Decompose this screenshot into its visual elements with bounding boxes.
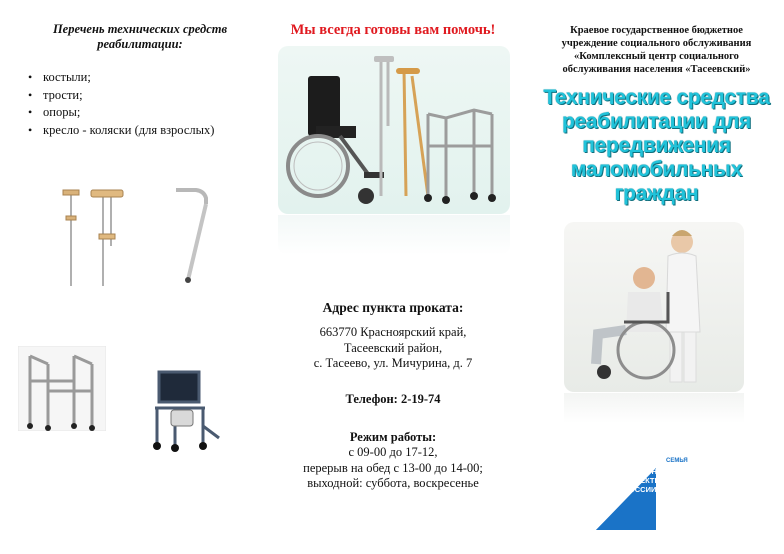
hours-line: перерыв на обед с 13-00 до 14-00; [303,460,483,475]
logo-line: НАЦИОНАЛЬНЫЕ [624,467,691,476]
list-title: Перечень технических средств реабилитации: [52,22,228,51]
org-line: обслуживания населения «Тасеевский» [562,64,751,75]
organization-name [534,24,779,76]
hours-line: с 09-00 до 17-12, [348,445,438,459]
slogan: Мы всегда готовы вам помочь! [290,22,496,38]
list-item: • костыли; [28,69,214,87]
middle-panel [262,0,524,554]
title-line: граждан [614,182,699,205]
list-item: • опоры; [28,104,214,122]
logo-line: РОССИИ [624,485,657,494]
title-line: Технические средства [543,86,770,109]
title-line: маломобильных [570,158,743,181]
walker-image [18,346,106,431]
left-panel [0,0,262,554]
phone: Телефон: 2-19-74 [345,392,441,406]
hours-title: Режим работы: [349,430,437,444]
aids-list [28,69,214,139]
crutches-image [55,186,135,291]
commode-chair-image [145,366,225,452]
equipment-image [278,46,510,214]
logo-line: ПРОЕКТЫ [624,476,662,485]
brochure-title [534,86,779,206]
address-line: 663770 Красноярский край, [319,325,467,339]
list-item: • кресло - коляски (для взрослых) [28,122,214,140]
address-title: Адрес пункта проката: [322,300,464,315]
org-line: учреждение социального обслуживания [561,38,752,49]
org-line: «Комплексный центр социального [574,51,739,62]
working-hours [262,445,524,492]
nurse-wheelchair-photo [564,222,744,392]
title-line: реабилитации для [562,110,751,133]
address-line: Тасеевский район, [343,340,443,355]
right-panel [524,0,784,554]
logo-top-text: СЕМЬЯ [666,458,688,464]
image-reflection [278,215,510,255]
address-line: с. Тасеево, ул. Мичурина, д. 7 [313,356,473,370]
cane-image [168,184,218,284]
address [262,325,524,372]
national-projects-logo [596,450,696,530]
list-item: • трости; [28,87,214,105]
photo-reflection [564,393,744,423]
org-line: Краевое государственное бюджетное [570,25,743,36]
hours-line: выходной: суббота, воскресенье [307,476,479,490]
title-line: передвижения [582,134,731,157]
